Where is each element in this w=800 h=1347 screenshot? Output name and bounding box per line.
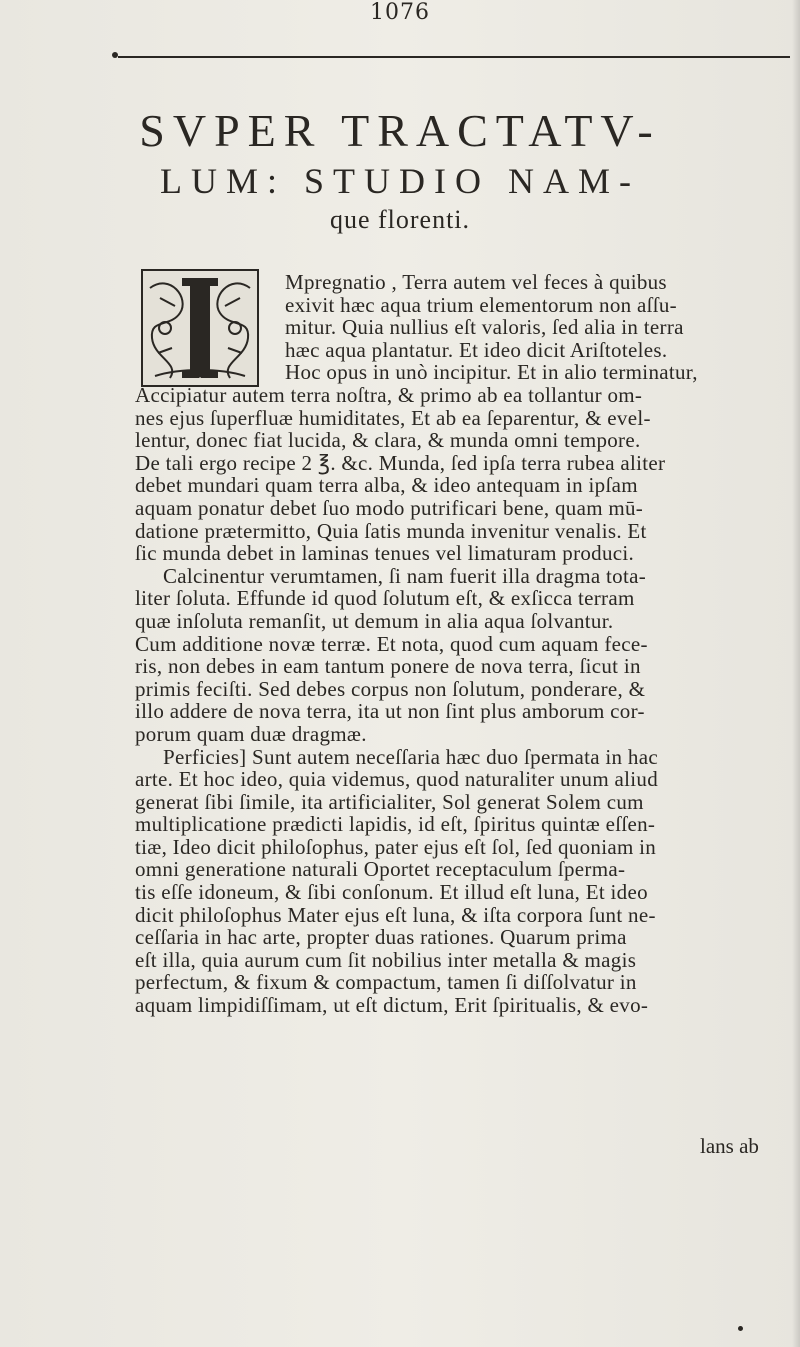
text-line: lentur, donec fiat lucida, & clara, & munda omni tempore. xyxy=(135,428,641,453)
text-line: ſic munda debet in laminas tenues vel limaturam produci. xyxy=(135,541,635,566)
catchword: lans ab xyxy=(700,1134,759,1158)
text-line: eſt illa, quia aurum cum ſit nobilius inter metalla & magis xyxy=(135,947,637,972)
title-line-2: LUM: STUDIO NAM- xyxy=(160,161,640,201)
text-line: porum quam duæ dragmæ. xyxy=(135,721,367,746)
text-line: omni generatione naturali Oportet receptaculum ſperma- xyxy=(135,857,626,882)
text-line: illo addere de nova terra, ita ut non ſint plus amborum cor- xyxy=(135,699,645,724)
header-rule xyxy=(118,56,790,58)
page-edge-shadow xyxy=(792,0,800,1347)
text-line: primis feciſti. Sed debes corpus non ſolutum, ponderare, & xyxy=(135,676,646,701)
title-line-1: SVPER TRACTATV- xyxy=(139,105,661,156)
text-line: Accipiatur autem terra noſtra, & primo ab ea tollantur om- xyxy=(135,383,643,407)
text-line: aquam limpidiſſimam, ut eſt dictum, Erit ſpiritualis, & evo- xyxy=(135,993,649,1018)
text-line: nes ejus ſuperfluæ humiditates, Et ab ea ſeparentur, & evel- xyxy=(135,405,651,430)
text-line: Hoc opus in unò incipitur. Et in alio terminatur, xyxy=(285,360,698,385)
text-line: ris, non debes in eam tantum ponere de nova terra, ſicut in xyxy=(135,654,641,679)
text-line: liter ſoluta. Effunde id quod ſolutum eſt, & exſicca terram xyxy=(135,586,635,611)
text-line: mitur. Quia nullius eſt valoris, ſed alia in terra xyxy=(285,315,684,340)
text-line: Perficies] Sunt autem neceſſaria hæc duo ſpermata in hac xyxy=(163,744,658,769)
title-line-3: que florenti. xyxy=(329,205,471,234)
text-line: perfectum, & fixum & compactum, tamen ſi diſſolvatur in xyxy=(135,970,637,995)
text-line: multiplicatione prædicti lapidis, id eſt, ſpiritus quintæ eſſen- xyxy=(135,812,656,837)
text-line: quæ inſoluta remanſit, ut demum in alia aqua ſolvantur. xyxy=(135,608,614,633)
text-line: aquam ponatur debet ſuo modo putrificari bene, quam mū- xyxy=(135,495,644,520)
text-line: Calcinentur verumtamen, ſi nam fuerit illa dragma tota- xyxy=(163,563,647,588)
text-line: arte. Et hoc ideo, quia videmus, quod naturaliter unum aliud xyxy=(135,767,659,792)
intro-paragraph xyxy=(135,271,795,384)
text-line: generat ſibi ſimile, ita artificialiter, Sol generat Solem cum xyxy=(135,789,644,814)
main-text xyxy=(135,384,795,1017)
text-line: tis eſſe idoneum, & ſibi conſonum. Et illud eſt luna, Et ideo xyxy=(135,880,648,905)
text-line: dicit philoſophus Mater ejus eſt luna, & iſta corpora ſunt ne- xyxy=(135,902,656,927)
text-line: Mpregnatio , Terra autem vel feces à quibus xyxy=(285,270,667,294)
text-line: tiæ, Ideo dicit philoſophus, pater ejus eſt ſol, ſed quoniam in xyxy=(135,834,657,859)
text-line: datione prætermitto, Quia ſatis munda invenitur venalis. Et xyxy=(135,518,647,543)
text-line: De tali ergo recipe 2 ℥. &c. Munda, ſed ipſa terra rubea aliter xyxy=(135,450,666,475)
dropcap-letter: I xyxy=(198,377,202,384)
ink-spot xyxy=(738,1326,743,1331)
ink-spot xyxy=(112,52,118,58)
page-number: 1076 xyxy=(370,0,430,25)
text-line: hæc aqua plantatur. Et ideo dicit Ariſtoteles. xyxy=(285,337,668,362)
text-line: Cum additione novæ terræ. Et nota, quod cum aquam fece- xyxy=(135,631,648,656)
text-line: ceſſaria in hac arte, propter duas rationes. Quarum prima xyxy=(135,925,627,950)
text-line: exivit hæc aqua trium elementorum non aſſu- xyxy=(285,292,677,317)
text-line: debet mundari quam terra alba, & ideo antequam in ipſam xyxy=(135,473,638,498)
